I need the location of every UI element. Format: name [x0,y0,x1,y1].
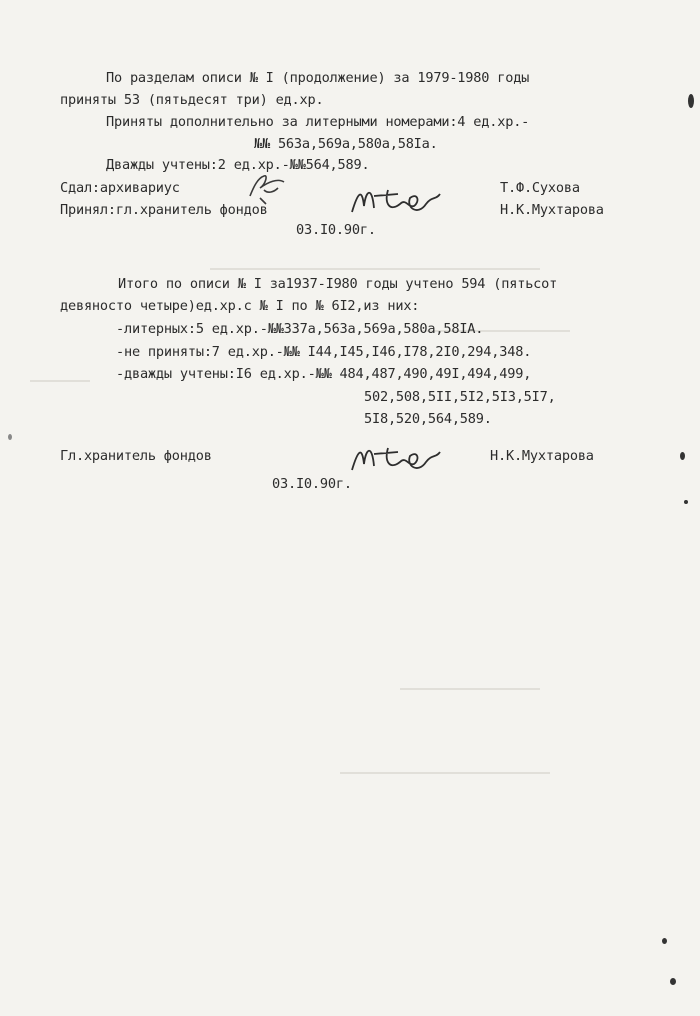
signoff2-date: 03.I0.90г. [272,476,352,492]
section1-line5: Дважды учтены:2 ед.хр.-№№564,589. [106,157,370,173]
keeper-label: Гл.хранитель фондов [60,448,212,464]
section2-line2: девяносто четыре)ед.хр.с № I по № 6I2,из них: [60,298,420,314]
bleed-through-mark [30,380,90,382]
handed-name: Т.Ф.Сухова [500,180,580,196]
ink-spot [680,452,685,460]
ink-spot [684,500,688,504]
section2-line3: -литерных:5 ед.хр.-№№337а,563а,569а,580а,58IA. [116,321,484,337]
keeper-name: Н.К.Мухтарова [490,448,594,464]
section2-line6: 502,508,5II,5I2,5I3,5I7, [364,389,556,405]
bleed-through-mark [210,268,540,270]
received-label: Принял:гл.хранитель фондов [60,202,268,218]
section1-line1: По разделам описи № I (продолжение) за 1979-1980 годы [106,70,530,86]
handwritten-signature [348,182,444,222]
ink-spot [8,434,12,440]
ink-spot [662,938,667,944]
bleed-through-mark [400,688,540,690]
section2-line4: -не приняты:7 ед.хр.-№№ I44,I45,I46,I78,2I0,294,348. [116,344,532,360]
handed-label: Сдал:архивариус [60,180,180,196]
handwritten-signature-small [244,168,290,208]
bleed-through-mark [340,772,550,774]
section2-line7: 5I8,520,564,589. [364,411,492,427]
received-name: Н.К.Мухтарова [500,202,604,218]
ink-spot [670,978,676,985]
section1-line2: приняты 53 (пятьдесят три) ед.хр. [60,92,324,108]
ink-spot [688,94,694,108]
section2-line1: Итого по описи № I за1937-I980 годы учтено 594 (пятьсот [118,276,558,292]
signoff1-date: 03.I0.90г. [296,222,376,238]
section1-line4: №№ 563а,569а,580а,58Iа. [254,136,438,152]
handwritten-signature [348,438,444,480]
section1-line3: Приняты дополнительно за литерными номерами:4 ед.хр.- [106,114,530,130]
section2-line5: -дважды учтены:I6 ед.хр.-№№ 484,487,490,49I,494,499, [116,366,532,382]
